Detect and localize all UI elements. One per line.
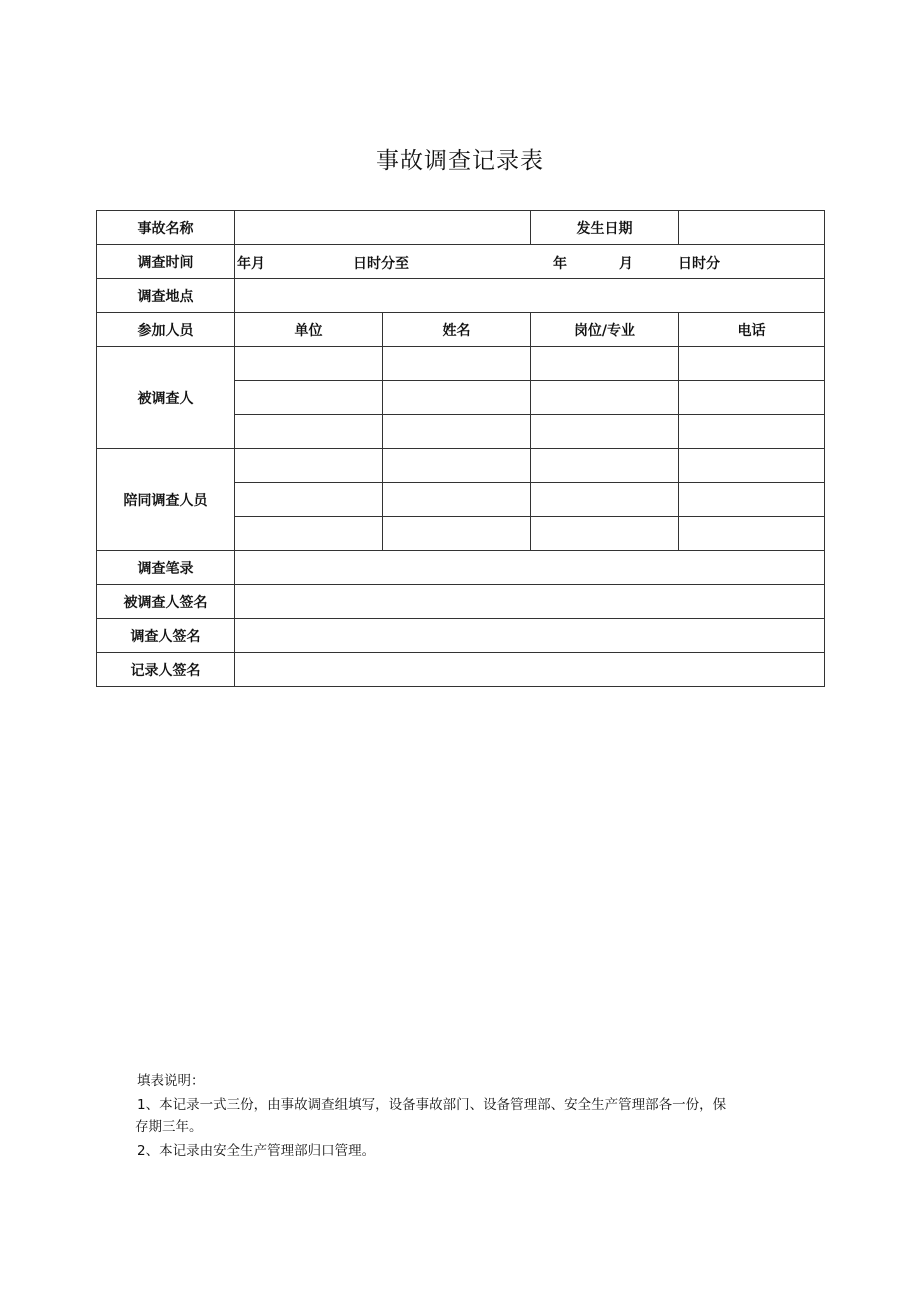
table-cell[interactable] <box>679 415 825 449</box>
location-label: 调查地点 <box>97 279 235 313</box>
column-name: 姓名 <box>383 313 531 347</box>
table-cell[interactable] <box>531 517 679 551</box>
column-unit: 单位 <box>235 313 383 347</box>
investigator-sign-field[interactable] <box>235 619 825 653</box>
table-cell[interactable] <box>531 449 679 483</box>
instruction-line-1: 1、本记录一式三份，由事故调查组填写，设备事故部门、设备管理部、安全生产管理部各一份，保 <box>137 1097 727 1113</box>
table-cell[interactable] <box>383 415 531 449</box>
instructions-heading: 填表说明： <box>137 1073 205 1089</box>
companion-label: 陪同调查人员 <box>97 449 235 551</box>
time-part-day-end: 日时分 <box>678 256 720 272</box>
table-cell[interactable] <box>531 381 679 415</box>
notes-label: 调查笔录 <box>97 551 235 585</box>
investigation-form <box>96 210 825 687</box>
table-cell[interactable] <box>531 347 679 381</box>
row-location <box>97 279 825 313</box>
instruction-line-2: 2、本记录由安全生产管理部归口管理。 <box>137 1143 376 1159</box>
table-cell[interactable] <box>531 415 679 449</box>
table-cell[interactable] <box>679 483 825 517</box>
location-field[interactable] <box>235 279 825 313</box>
table-cell[interactable] <box>679 381 825 415</box>
accident-name-label: 事故名称 <box>97 211 235 245</box>
time-part-year-month: 年月 <box>237 256 265 272</box>
table-cell[interactable] <box>235 347 383 381</box>
table-cell[interactable] <box>679 449 825 483</box>
investigator-sign-label: 调查人签名 <box>97 619 235 653</box>
row-accident-name <box>97 211 825 245</box>
column-phone: 电话 <box>679 313 825 347</box>
time-field[interactable] <box>235 245 825 279</box>
table-cell[interactable] <box>679 347 825 381</box>
participants-label: 参加人员 <box>97 313 235 347</box>
table-cell[interactable] <box>383 449 531 483</box>
table-cell[interactable] <box>383 517 531 551</box>
row-notes <box>97 551 825 585</box>
accident-name-field[interactable] <box>235 211 531 245</box>
recorder-sign-field[interactable] <box>235 653 825 687</box>
row-interviewee-signature <box>97 585 825 619</box>
table-cell[interactable] <box>235 517 383 551</box>
table-cell[interactable] <box>383 483 531 517</box>
table-cell[interactable] <box>235 381 383 415</box>
row-participants-header <box>97 313 825 347</box>
table-cell[interactable] <box>383 347 531 381</box>
table-cell[interactable] <box>531 483 679 517</box>
page-title: 事故调查记录表 <box>376 148 544 174</box>
instruction-line-1-cont: 存期三年。 <box>135 1119 203 1135</box>
table-cell[interactable] <box>235 449 383 483</box>
interviewee-sign-field[interactable] <box>235 585 825 619</box>
table-cell[interactable] <box>383 381 531 415</box>
time-part-year: 年 <box>553 256 567 272</box>
interviewee-sign-label: 被调查人签名 <box>97 585 235 619</box>
time-part-day-to: 日时分至 <box>353 256 409 272</box>
notes-field[interactable] <box>235 551 825 585</box>
interviewee-label: 被调查人 <box>97 347 235 449</box>
date-label: 发生日期 <box>531 211 679 245</box>
row-time <box>97 245 825 279</box>
row-investigator-signature <box>97 619 825 653</box>
time-label: 调查时间 <box>97 245 235 279</box>
table-cell[interactable] <box>235 415 383 449</box>
date-field[interactable] <box>679 211 825 245</box>
table-cell[interactable] <box>679 517 825 551</box>
time-part-month: 月 <box>619 256 633 272</box>
recorder-sign-label: 记录人签名 <box>97 653 235 687</box>
column-position: 岗位/专业 <box>531 313 679 347</box>
interviewee-row <box>97 347 825 381</box>
row-recorder-signature <box>97 653 825 687</box>
table-cell[interactable] <box>235 483 383 517</box>
companion-row <box>97 449 825 483</box>
